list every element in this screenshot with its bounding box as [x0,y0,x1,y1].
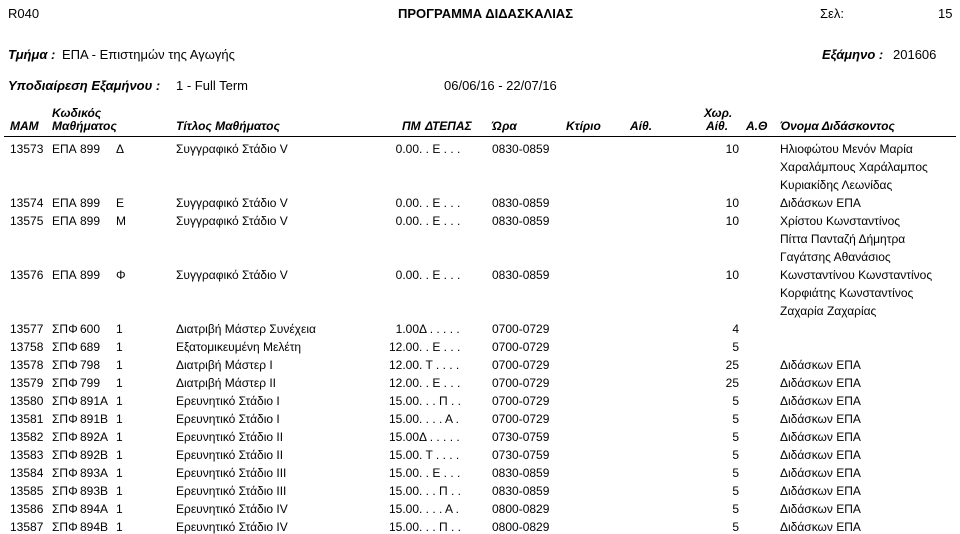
col-building: Κτίριο [566,119,601,133]
cell-pm: 0.00 [395,196,419,210]
cell-pm: 1.00 [395,322,419,336]
cell-days: . . Ε . . . [419,340,461,354]
subdivision-label: Υποδιαίρεση Εξαμήνου : [8,78,161,93]
cell-mam: 13584 [10,466,44,480]
cell-dept: ΕΠΑ [52,214,77,228]
col-code-bottom: Μαθήματος [52,119,117,133]
cell-course-number: 689 [80,340,101,354]
cell-mam: 13574 [10,196,44,210]
cell-title: Ερευνητικό Στάδιο II [176,448,284,462]
cell-pm: 15.00 [388,394,419,408]
cell-hour: 0700-0729 [492,376,550,390]
cell-hour: 0700-0729 [492,394,550,408]
cell-days: . . Ε . . . [419,196,461,210]
cell-title: Εξατομικευμένη Μελέτη [176,340,302,354]
cell-days: . Τ . . . . [419,448,460,462]
cell-course-number: 894Α [80,502,109,516]
cell-days: Δ . . . . . [419,430,460,444]
cell-hour: 0830-0859 [492,484,550,498]
cell-section: 1 [116,376,123,390]
cell-hour: 0830-0859 [492,214,550,228]
cell-instructor: Διδάσκων ΕΠΑ [780,466,861,480]
cell-hour: 0830-0859 [492,142,550,156]
cell-section: 1 [116,358,123,372]
cell-capacity: 5 [732,520,739,534]
cell-instructor: Διδάσκων ΕΠΑ [780,520,861,534]
cell-dept: ΣΠΦ [52,376,78,390]
cell-pm: 15.00 [388,466,419,480]
semester-value: 201606 [893,47,937,62]
cell-title: Συγγραφικό Στάδιο V [176,268,288,282]
cell-section: 1 [116,340,123,354]
cell-pm: 15.00 [388,502,419,516]
cell-course-number: 892Α [80,430,109,444]
col-mam: ΜΑΜ [10,119,39,133]
cell-course-number: 600 [80,322,101,336]
cell-pm: 15.00 [388,412,419,426]
cell-pm: 15.00 [388,448,419,462]
cell-course-number: 799 [80,376,101,390]
col-ath: Α.Θ [746,119,768,133]
cell-instructor: Διδάσκων ΕΠΑ [780,376,861,390]
col-pm: ΠΜ [402,119,421,133]
cell-dept: ΕΠΑ [52,268,77,282]
col-instructor: Όνομα Διδάσκοντος [780,119,895,133]
subdivision-dates: 06/06/16 - 22/07/16 [444,78,557,93]
cell-title: Ερευνητικό Στάδιο I [176,412,280,426]
cell-days: . . . Π . . [419,520,462,534]
cell-capacity: 5 [732,466,739,480]
cell-capacity: 10 [725,214,739,228]
cell-capacity: 25 [725,376,739,390]
cell-title: Ερευνητικό Στάδιο III [176,484,287,498]
cell-dept: ΣΠΦ [52,448,78,462]
cell-course-number: 894Β [80,520,109,534]
cell-capacity: 10 [725,268,739,282]
cell-instructor: Κορφιάτης Κωνσταντίνος [780,286,914,300]
col-capacity-top: Χωρ. [704,106,733,120]
cell-capacity: 25 [725,358,739,372]
cell-days: . . . Π . . [419,484,462,498]
cell-section: Φ [116,268,126,282]
cell-mam: 13581 [10,412,44,426]
subdivision-value: 1 - Full Term [176,78,248,93]
report-code: R040 [8,6,40,21]
cell-mam: 13576 [10,268,44,282]
cell-capacity: 10 [725,196,739,210]
cell-dept: ΣΠΦ [52,520,78,534]
col-title: Τίτλος Μαθήματος [176,119,280,133]
col-code-top: Κωδικός [52,106,102,120]
cell-title: Ερευνητικό Στάδιο III [176,466,287,480]
cell-instructor: Διδάσκων ΕΠΑ [780,502,861,516]
cell-title: Ερευνητικό Στάδιο II [176,430,284,444]
cell-section: 1 [116,412,123,426]
cell-capacity: 5 [732,502,739,516]
cell-days: . . Ε . . . [419,142,461,156]
cell-pm: 0.00 [395,142,419,156]
cell-mam: 13583 [10,448,44,462]
cell-capacity: 5 [732,484,739,498]
cell-capacity: 5 [732,448,739,462]
col-hour: Ώρα [492,119,517,133]
cell-course-number: 893Β [80,484,109,498]
cell-days: . . Ε . . . [419,466,461,480]
col-room: Αίθ. [630,119,653,133]
cell-pm: 15.00 [388,430,419,444]
cell-title: Ερευνητικό Στάδιο IV [176,502,288,516]
cell-instructor: Κωνσταντίνου Κωνσταντίνος [780,268,933,282]
cell-instructor: Χαραλάμπους Χαράλαμπος [780,160,928,174]
cell-section: 1 [116,394,123,408]
cell-instructor: Διδάσκων ΕΠΑ [780,412,861,426]
cell-title: Συγγραφικό Στάδιο V [176,214,288,228]
cell-section: Δ [116,142,125,156]
cell-days: . . . Π . . [419,394,462,408]
cell-instructor: Διδάσκων ΕΠΑ [780,448,861,462]
cell-course-number: 891Β [80,412,109,426]
cell-hour: 0700-0729 [492,322,550,336]
cell-hour: 0800-0829 [492,520,550,534]
cell-pm: 12.00 [388,358,419,372]
cell-instructor: Κυριακίδης Λεωνίδας [780,178,893,192]
cell-dept: ΣΠΦ [52,394,78,408]
cell-capacity: 5 [732,340,739,354]
cell-days: . . . . Α . [419,502,460,516]
cell-pm: 0.00 [395,268,419,282]
cell-course-number: 798 [80,358,101,372]
cell-title: Διατριβή Μάστερ Συνέχεια [176,322,316,336]
cell-dept: ΣΠΦ [52,502,78,516]
department-value: ΕΠΑ - Επιστημών της Αγωγής [62,47,235,62]
cell-title: Ερευνητικό Στάδιο IV [176,520,288,534]
cell-mam: 13585 [10,484,44,498]
cell-hour: 0700-0729 [492,340,550,354]
cell-dept: ΕΠΑ [52,196,77,210]
cell-instructor: Πίττα Πανταζή Δήμητρα [780,232,906,246]
cell-section: 1 [116,448,123,462]
cell-hour: 0700-0729 [492,358,550,372]
cell-dept: ΣΠΦ [52,430,78,444]
cell-capacity: 5 [732,394,739,408]
cell-section: 1 [116,502,123,516]
cell-course-number: 899 [80,196,101,210]
cell-mam: 13582 [10,430,44,444]
department-label: Τμήμα : [8,47,56,62]
page-number: 15 [938,6,953,21]
cell-pm: 15.00 [388,520,419,534]
cell-mam: 13577 [10,322,44,336]
page-label: Σελ: [820,6,844,21]
cell-pm: 0.00 [395,214,419,228]
cell-hour: 0700-0729 [492,412,550,426]
cell-mam: 13575 [10,214,44,228]
cell-hour: 0830-0859 [492,268,550,282]
cell-days: . Τ . . . . [419,358,460,372]
cell-hour: 0800-0829 [492,502,550,516]
cell-days: . . Ε . . . [419,376,461,390]
cell-instructor: Χρίστου Κωνσταντίνος [780,214,901,228]
cell-instructor: Διδάσκων ΕΠΑ [780,358,861,372]
cell-instructor: Διδάσκων ΕΠΑ [780,394,861,408]
cell-course-number: 891Α [80,394,109,408]
cell-title: Διατριβή Μάστερ II [176,376,277,390]
header-divider [4,136,956,137]
cell-pm: 12.00 [388,376,419,390]
cell-course-number: 892Β [80,448,109,462]
cell-section: 1 [116,466,123,480]
cell-section: 1 [116,520,123,534]
cell-hour: 0830-0859 [492,466,550,480]
cell-section: 1 [116,484,123,498]
cell-section: 1 [116,430,123,444]
cell-instructor: Διδάσκων ΕΠΑ [780,484,861,498]
cell-mam: 13579 [10,376,44,390]
cell-mam: 13586 [10,502,44,516]
cell-section: 1 [116,322,123,336]
semester-label: Εξάμηνο : [822,47,884,62]
cell-capacity: 5 [732,412,739,426]
cell-mam: 13578 [10,358,44,372]
cell-capacity: 4 [732,322,739,336]
cell-dept: ΣΠΦ [52,358,78,372]
cell-days: . . Ε . . . [419,268,461,282]
cell-hour: 0730-0759 [492,430,550,444]
cell-dept: ΕΠΑ [52,142,77,156]
cell-course-number: 899 [80,214,101,228]
cell-capacity: 5 [732,430,739,444]
cell-title: Διατριβή Μάστερ I [176,358,273,372]
cell-capacity: 10 [725,142,739,156]
cell-instructor: Γαγάτσης Αθανάσιος [780,250,891,264]
cell-title: Ερευνητικό Στάδιο I [176,394,280,408]
cell-pm: 15.00 [388,484,419,498]
cell-section: Μ [116,214,126,228]
cell-dept: ΣΠΦ [52,340,78,354]
cell-dept: ΣΠΦ [52,322,78,336]
cell-days: . . . . Α . [419,412,460,426]
cell-days: Δ . . . . . [419,322,460,336]
cell-title: Συγγραφικό Στάδιο V [176,142,288,156]
cell-mam: 13580 [10,394,44,408]
cell-instructor: Ηλιοφώτου Μενόν Μαρία [780,142,913,156]
cell-section: Ε [116,196,125,210]
cell-dept: ΣΠΦ [52,484,78,498]
report-title: ΠΡΟΓΡΑΜΜΑ ΔΙΔΑΣΚΑΛΙΑΣ [398,6,573,21]
cell-course-number: 899 [80,142,101,156]
cell-course-number: 899 [80,268,101,282]
cell-instructor: Διδάσκων ΕΠΑ [780,196,861,210]
cell-mam: 13587 [10,520,44,534]
cell-instructor: Διδάσκων ΕΠΑ [780,430,861,444]
cell-pm: 12.00 [388,340,419,354]
cell-title: Συγγραφικό Στάδιο V [176,196,288,210]
cell-hour: 0730-0759 [492,448,550,462]
cell-mam: 13758 [10,340,44,354]
cell-instructor: Ζαχαρία Ζαχαρίας [780,304,877,318]
cell-dept: ΣΠΦ [52,466,78,480]
cell-course-number: 893Α [80,466,109,480]
cell-mam: 13573 [10,142,44,156]
col-days: ΔΤΕΠΑΣ [425,119,472,133]
cell-dept: ΣΠΦ [52,412,78,426]
cell-hour: 0830-0859 [492,196,550,210]
col-capacity-bottom: Αίθ. [706,119,729,133]
cell-days: . . Ε . . . [419,214,461,228]
